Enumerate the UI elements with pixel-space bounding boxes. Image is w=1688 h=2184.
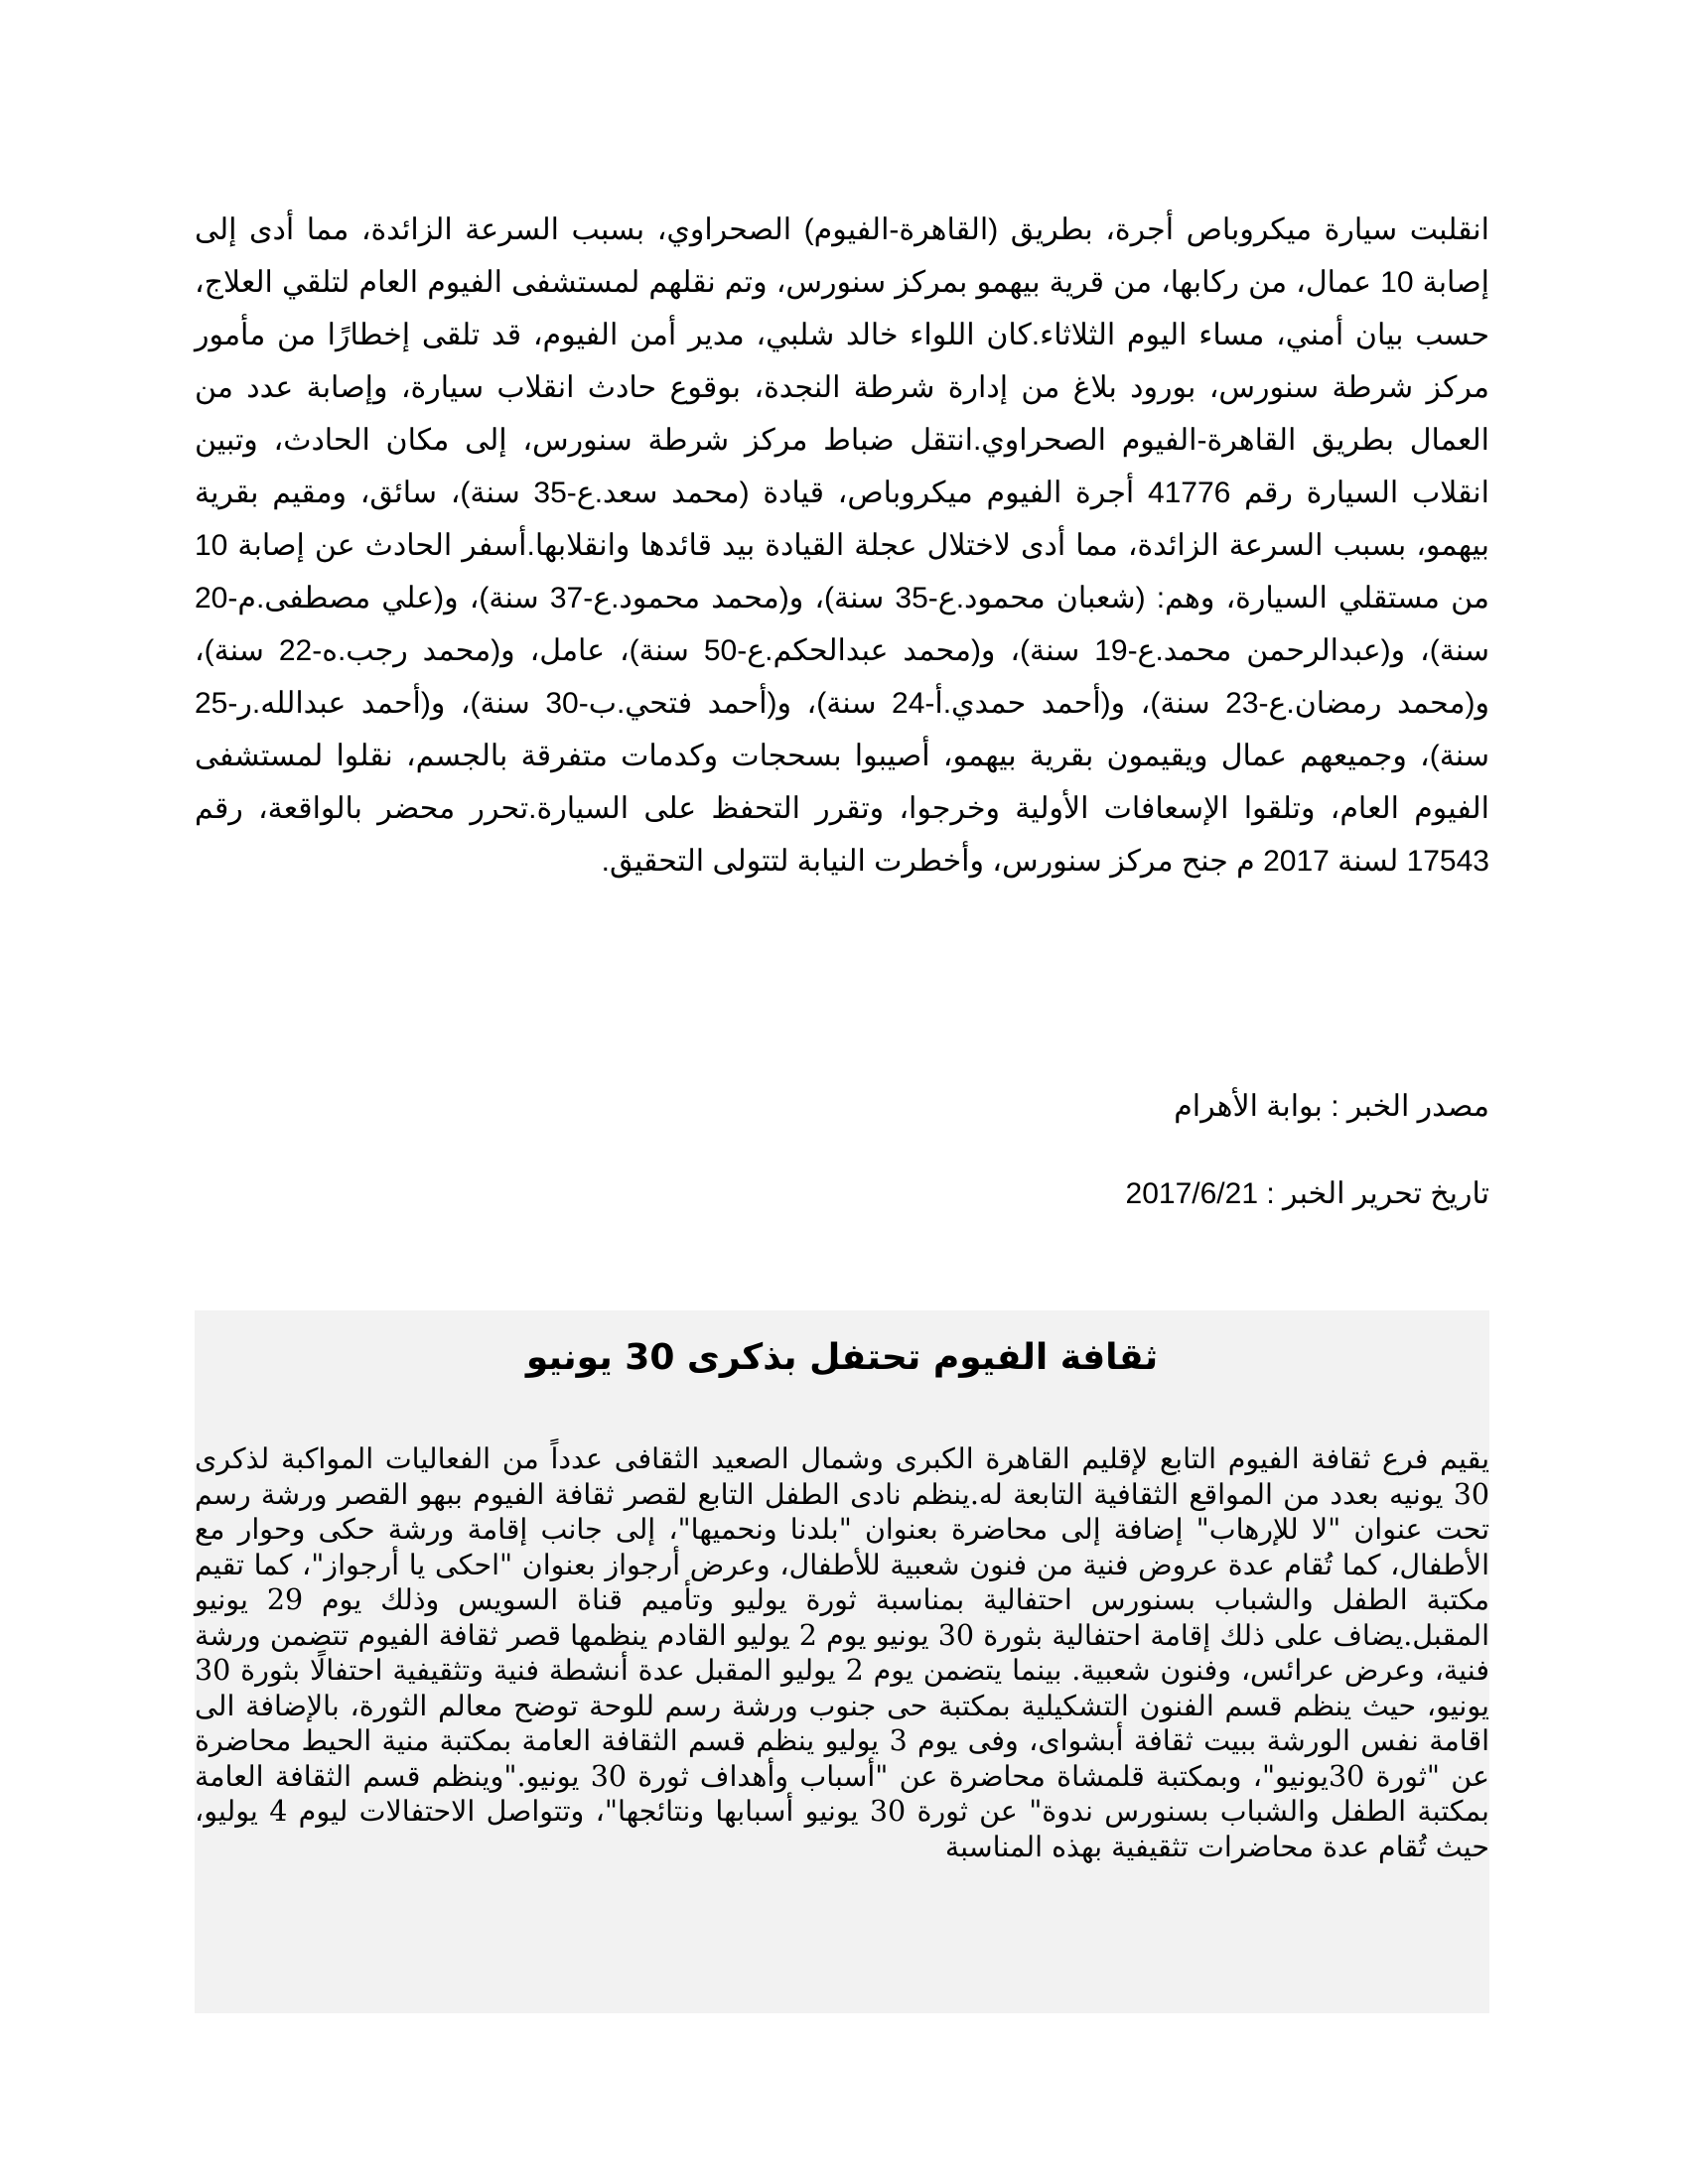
news-date-value: 2017/6/21	[1125, 1177, 1259, 1210]
news-date-label: تاريخ تحرير الخبر :	[1258, 1177, 1489, 1210]
news-source-line	[1174, 1087, 1489, 1127]
news-source-label: مصدر الخبر :	[1322, 1090, 1489, 1123]
article-two-section	[195, 1310, 1489, 2013]
news-date-line	[1126, 1174, 1489, 1214]
news-source-value: بوابة الأهرام	[1174, 1090, 1323, 1123]
article-two-body: يقيم فرع ثقافة الفيوم التابع لإقليم القاهرة الكبرى وشمال الصعيد الثقافى عدداً من الفعاليات المواكبة لذكرى 30 يونيه بعدد من المواقع الثقافية التابعة له.ينظم نادى الطفل التابع لقصر ثقافة الفيوم ببهو القصر ورشة رسم تحت عنوان "لا للإرهاب" إضافة إلى محاضرة بعنوان "بلدنا ونحميها"، إلى جانب إقامة ورشة حكى وحوار مع الأطفال، كما تُقام عدة عروض فنية من فنون شعبية للأطفال، وعرض أرجواز بعنوان "احكى يا أرجواز"، كما تقيم مكتبة الطفل والشباب بسنورس احتفالية بمناسبة ثورة يوليو وتأميم قناة السويس وذلك يوم 29 يونيو المقبل.يضاف على ذلك إقامة احتفالية بثورة 30 يونيو يوم 2 يوليو القادم ينظمها قصر ثقافة الفيوم تتضمن ورشة فنية، وعرض عرائس، وفنون شعبية. بينما يتضمن يوم 2 يوليو المقبل عدة أنشطة فنية وتثقيفية احتفالًا بثورة 30 يونيو، حيث ينظم قسم الفنون التشكيلية بمكتبة حى جنوب ورشة رسم للوحة توضح معالم الثورة، بالإضافة الى اقامة نفس الورشة ببيت ثقافة أبشواى، وفى يوم 3 يوليو ينظم قسم الثقافة العامة بمكتبة منية الحيط محاضرة عن "ثورة 30يونيو"، وبمكتبة قلمشاة محاضرة عن "أسباب وأهداف ثورة 30 يونيو."وينظم قسم الثقافة العامة بمكتبة الطفل والشباب بسنورس ندوة" عن ثورة 30 يونيو أسبابها ونتائجها"، وتتواصل الاحتفالات ليوم 4 يوليو، حيث تُقام عدة محاضرات تثقيفية بهذه المناسبة	[195, 1442, 1489, 1863]
article-two-title: ثقافة الفيوم تحتفل بذكرى 30 يونيو	[525, 1337, 1159, 1378]
article-one-body: انقلبت سيارة ميكروباص أجرة، بطريق (القاهرة-الفيوم) الصحراوي، بسبب السرعة الزائدة، مما أدى إلى إصابة 10 عمال، من ركابها، من قرية بيهمو بمركز سنورس، وتم نقلهم لمستشفى الفيوم العام لتلقي العلاج، حسب بيان أمني، مساء اليوم الثلاثاء.كان اللواء خالد شلبي، مدير أمن الفيوم، قد تلقى إخطارًا من مأمور مركز شرطة سنورس، بورود بلاغ من إدارة شرطة النجدة، بوقوع حادث انقلاب سيارة، وإصابة عدد من العمال بطريق القاهرة-الفيوم الصحراوي.انتقل ضباط مركز شرطة سنورس، إلى مكان الحادث، وتبين انقلاب السيارة رقم 41776 أجرة الفيوم ميكروباص، قيادة (محمد سعد.ع-35 سنة)، سائق، ومقيم بقرية بيهمو، بسبب السرعة الزائدة، مما أدى لاختلال عجلة القيادة بيد قائدها وانقلابها.أسفر الحادث عن إصابة 10 من مستقلي السيارة، وهم: (شعبان محمود.ع-35 سنة)، و(محمد محمود.ع-37 سنة)، و(علي مصطفى.م-20 سنة)، و(عبدالرحمن محمد.ع-19 سنة)، و(محمد عبدالحكم.ع-50 سنة)، عامل، و(محمد رجب.ه-22 سنة)، و(محمد رمضان.ع-23 سنة)، و(أحمد حمدي.أ-24 سنة)، و(أحمد فتحي.ب-30 سنة)، و(أحمد عبدالله.ر-25 سنة)، وجميعهم عمال ويقيمون بقرية بيهمو، أصيبوا بسحجات وكدمات متفرقة بالجسم، نقلوا لمستشفى الفيوم العام، وتلقوا الإسعافات الأولية وخرجوا، وتقرر التحفظ على السيارة.تحرر محضر بالواقعة، رقم 17543 لسنة 2017 م جنح مركز سنورس، وأخطرت النيابة لتتولى التحقيق.	[195, 213, 1490, 878]
